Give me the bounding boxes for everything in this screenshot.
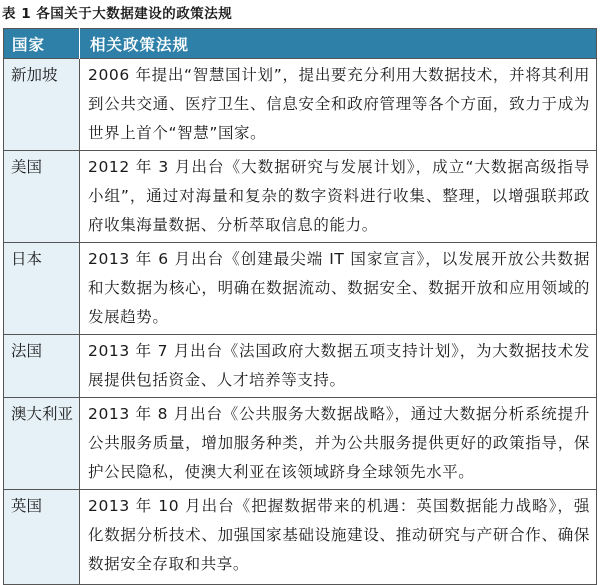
header-policy: 相关政策法规	[80, 29, 597, 59]
policy-table	[3, 28, 597, 585]
country-cell: 日本	[4, 243, 80, 335]
table-row	[4, 335, 597, 398]
country-cell: 法国	[4, 335, 80, 398]
policy-cell: 2013 年 6 月出台《创建最尖端 IT 国家宣言》，以发展开放公共数据和大数据为核心，明确在数据流动、数据安全、数据开放和应用领域的发展趋势。	[80, 243, 597, 335]
header-country: 国家	[4, 29, 80, 59]
table-row	[4, 490, 597, 585]
country-cell: 英国	[4, 490, 80, 585]
table-caption: 表 1 各国关于大数据建设的政策法规	[2, 6, 233, 22]
country-cell: 澳大利亚	[4, 398, 80, 490]
table-header-row	[4, 29, 597, 59]
policy-cell: 2013 年 7 月出台《法国政府大数据五项支持计划》，为大数据技术发展提供包括资金、人才培养等支持。	[80, 335, 597, 398]
table-row	[4, 59, 597, 151]
policy-cell: 2012 年 3 月出台《大数据研究与发展计划》，成立“大数据高级指导小组”，通过对海量和复杂的数字资料进行收集、整理，以增强联邦政府收集海量数据、分析萃取信息的能力。	[80, 151, 597, 243]
table-row	[4, 398, 597, 490]
table-row	[4, 151, 597, 243]
table-row	[4, 243, 597, 335]
country-cell: 美国	[4, 151, 80, 243]
policy-cell: 2013 年 10 月出台《把握数据带来的机遇：英国数据能力战略》，强化数据分析技术、加强国家基础设施建设、推动研究与产研合作、确保数据安全存取和共享。	[80, 490, 597, 585]
policy-cell: 2013 年 8 月出台《公共服务大数据战略》，通过大数据分析系统提升公共服务质量，增加服务种类，并为公共服务提供更好的政策指导，保护公民隐私，使澳大利亚在该领域跻身全球领先水平。	[80, 398, 597, 490]
policy-cell: 2006 年提出“智慧国计划”，提出要充分利用大数据技术，并将其利用到公共交通、医疗卫生、信息安全和政府管理等各个方面，致力于成为世界上首个“智慧”国家。	[80, 59, 597, 151]
country-cell: 新加坡	[4, 59, 80, 151]
